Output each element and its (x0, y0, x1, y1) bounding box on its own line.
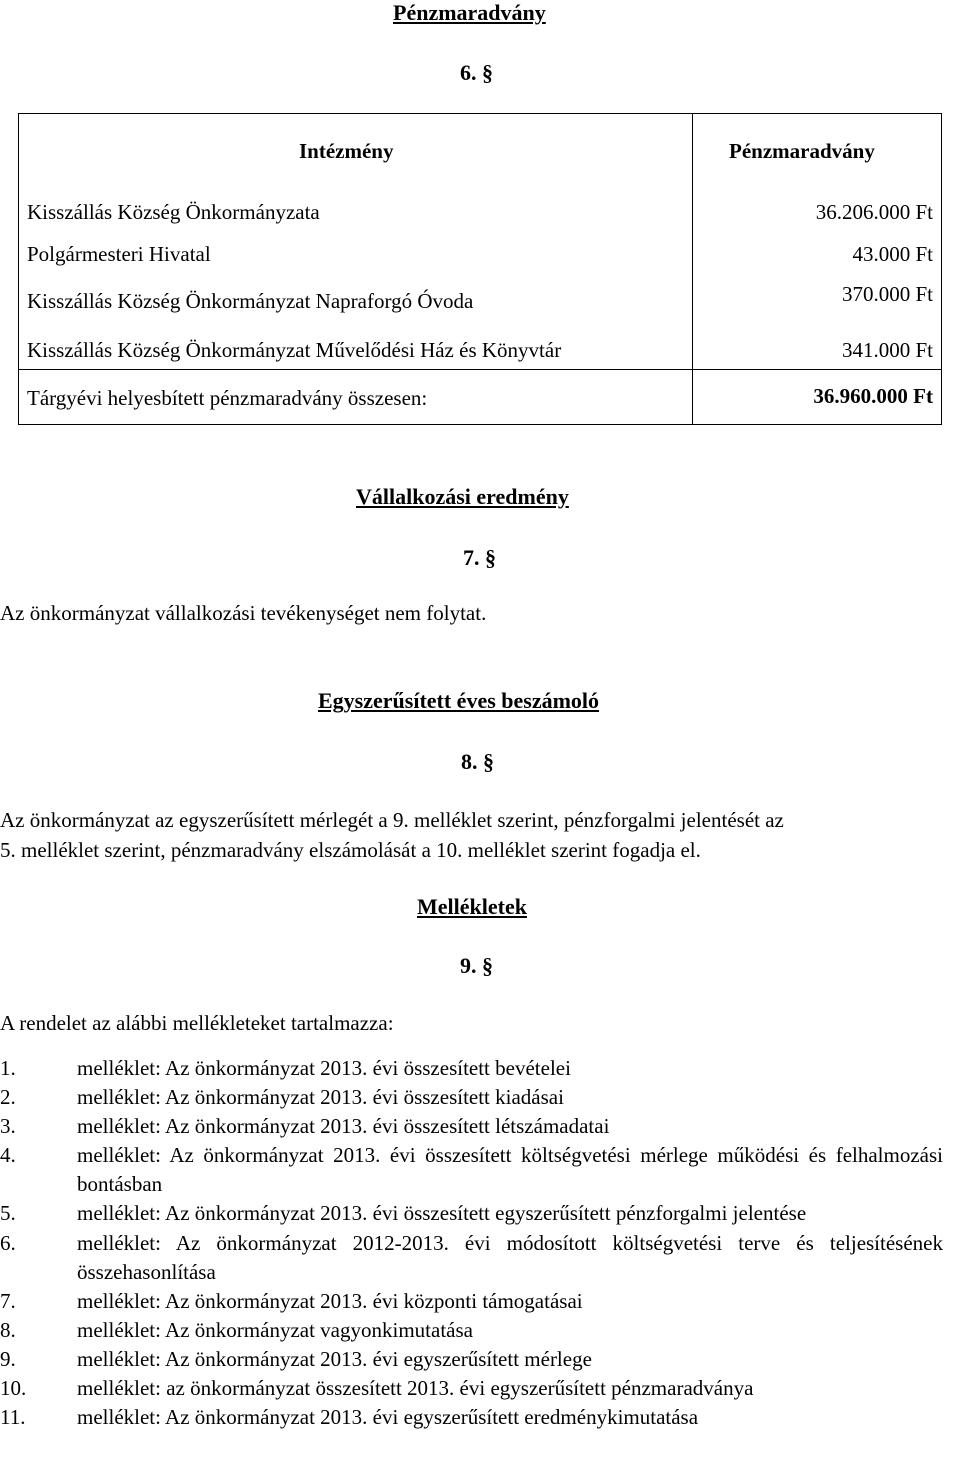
list-item (0, 1083, 943, 1112)
annex-number: 9. (0, 1346, 16, 1371)
section7-number: 7. § (463, 545, 496, 570)
table-header-amount: Pénzmaradvány (729, 139, 875, 163)
list-item (0, 1054, 943, 1083)
annex-number: 4. (0, 1143, 16, 1168)
list-item (0, 1112, 943, 1141)
section8-line1: Az önkormányzat az egyszerűsített mérlegét a 9. melléklet szerint, pénzforgalmi jelentését az (0, 808, 784, 832)
annex-text: melléklet: Az önkormányzat vagyonkimutatása (77, 1317, 473, 1342)
table-row-name: Kisszállás Község Önkormányzata (27, 200, 320, 224)
section7-text: Az önkormányzat vállalkozási tevékenységet nem folytat. (0, 601, 487, 625)
annex-text: melléklet: Az önkormányzat 2013. évi központi támogatásai (77, 1288, 583, 1313)
section9-title: Mellékletek (417, 894, 527, 919)
list-item (0, 1403, 943, 1432)
annex-text: melléklet: Az önkormányzat 2013. évi összesített költségvetési mérlege működési és felhalmozási bontásban (77, 1143, 943, 1197)
annex-number: 3. (0, 1114, 16, 1139)
list-item (0, 1199, 943, 1228)
table-total-label: Tárgyévi helyesbített pénzmaradvány összesen: (27, 386, 428, 410)
table-total-divider (19, 369, 941, 370)
annex-text: melléklet: Az önkormányzat 2013. évi összesített bevételei (77, 1056, 571, 1080)
list-item (0, 1316, 943, 1345)
table-row-amount: 341.000 Ft (841, 338, 933, 362)
annex-number: 10. (0, 1376, 27, 1401)
list-item (0, 1287, 943, 1316)
annex-text: melléklet: Az önkormányzat 2012-2013. évi módosított költségvetési terve és teljesítésének összehasonlítása (77, 1230, 943, 1284)
table-total-amount: 36.960.000 Ft (813, 384, 933, 408)
annex-number: 8. (0, 1317, 16, 1342)
list-item (0, 1345, 943, 1374)
table-column-divider (692, 114, 693, 424)
section6-title: Pénzmaradvány (393, 0, 546, 25)
table-row-amount: 43.000 Ft (852, 242, 933, 266)
table-header-institution: Intézmény (299, 139, 394, 163)
remainder-table (18, 113, 942, 425)
section8-number: 8. § (461, 749, 494, 774)
list-item (0, 1374, 943, 1403)
annex-number: 11. (0, 1405, 26, 1430)
annex-text: melléklet: Az önkormányzat 2013. évi összesített egyszerűsített pénzforgalmi jelentése (77, 1201, 807, 1226)
annex-number: 6. (0, 1230, 16, 1255)
section9-intro: A rendelet az alábbi mellékleteket tartalmazza: (0, 1011, 394, 1035)
annex-number: 2. (0, 1085, 16, 1110)
list-item (0, 1141, 943, 1199)
section9-number: 9. § (460, 953, 493, 978)
table-row-amount: 36.206.000 Ft (815, 200, 933, 224)
annex-text: melléklet: Az önkormányzat 2013. évi összesített kiadásai (77, 1085, 564, 1110)
annex-text: melléklet: Az önkormányzat 2013. évi összesített létszámadatai (77, 1114, 610, 1139)
table-row-amount: 370.000 Ft (841, 282, 933, 306)
list-item (0, 1229, 943, 1287)
section8-line2: 5. melléklet szerint, pénzmaradvány elszámolását a 10. melléklet szerint fogadja el. (0, 838, 701, 862)
annex-number: 7. (0, 1288, 16, 1313)
section6-number: 6. § (460, 60, 493, 85)
annex-list (0, 1054, 943, 1432)
table-row-name: Polgármesteri Hivatal (27, 242, 211, 266)
table-row-name: Kisszállás Község Önkormányzat Művelődési Ház és Könyvtár (27, 338, 562, 362)
table-row-name: Kisszállás Község Önkormányzat Napraforgó Óvoda (27, 289, 474, 313)
annex-number: 1. (0, 1056, 16, 1080)
annex-number: 5. (0, 1201, 16, 1226)
section7-title: Vállalkozási eredmény (356, 484, 569, 509)
annex-text: melléklet: Az önkormányzat 2013. évi egyszerűsített eredménykimutatása (77, 1405, 699, 1430)
annex-text: melléklet: Az önkormányzat 2013. évi egyszerűsített mérlege (77, 1346, 592, 1371)
annex-text: melléklet: az önkormányzat összesített 2013. évi egyszerűsített pénzmaradványa (77, 1376, 754, 1401)
section8-title: Egyszerűsített éves beszámoló (318, 688, 600, 713)
